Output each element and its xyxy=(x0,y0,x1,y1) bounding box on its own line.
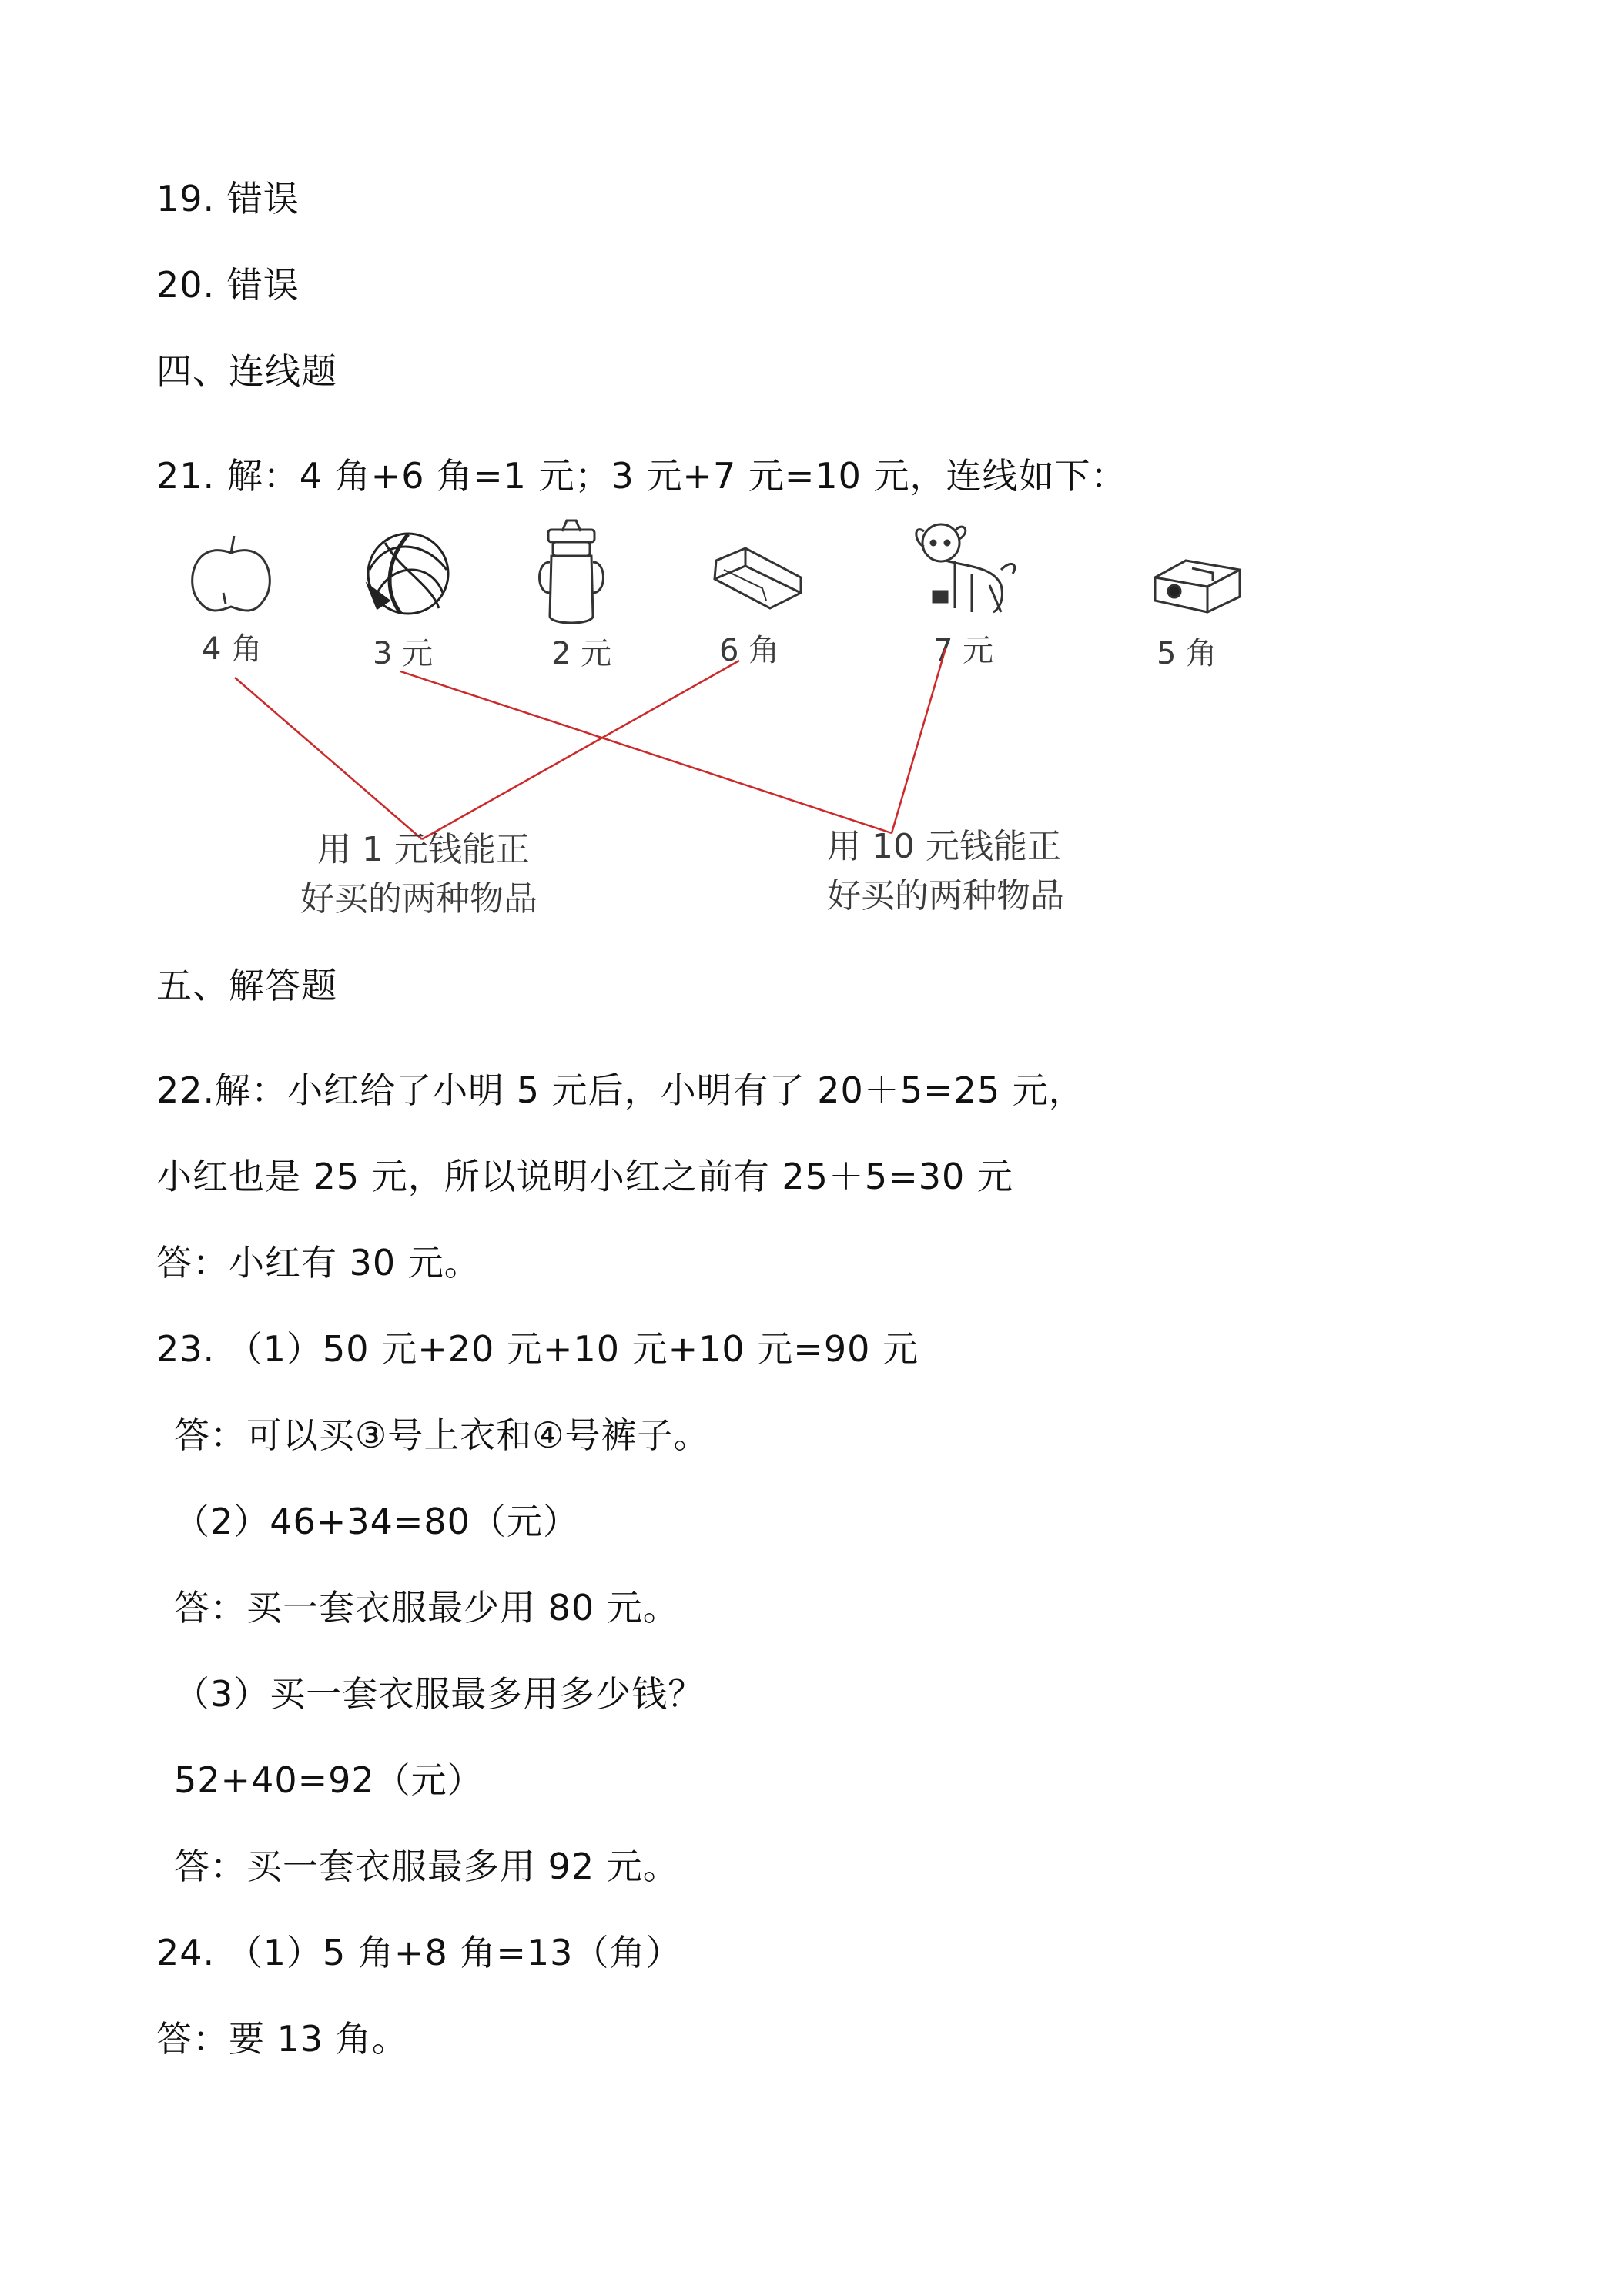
target-box2-line2: 好买的两种物品 xyxy=(827,876,1064,915)
answer-23-line6: 52+40=92（元） xyxy=(174,1759,484,1801)
eraser-icon xyxy=(715,548,801,608)
answer-23-line1: 23. （1）50 元+20 元+10 元+10 元=90 元 xyxy=(156,1328,919,1370)
price-label-sharpener: 5 角 xyxy=(1157,636,1217,671)
answer-22-line1: 22.解：小红给了小明 5 元后，小明有了 20＋5=25 元， xyxy=(156,1069,1085,1111)
answer-23-line2: 答：可以买③号上衣和④号裤子。 xyxy=(174,1414,710,1456)
price-label-dog: 7 元 xyxy=(933,633,994,668)
sharpener-icon xyxy=(1155,561,1240,612)
target-box1-line1: 用 1 元钱能正 xyxy=(317,830,530,869)
answer-23-line7: 答：买一套衣服最多用 92 元。 xyxy=(174,1846,679,1887)
price-label-ball: 3 元 xyxy=(373,636,434,671)
cup-icon xyxy=(540,520,604,623)
line-dog-to-box2 xyxy=(892,648,946,833)
matching-figure xyxy=(0,0,1624,947)
answer-23-line3: （2）46+34=80（元） xyxy=(174,1501,579,1542)
answer-24-line1: 24. （1）5 角+8 角=13（角） xyxy=(156,1932,682,1973)
answer-23-line5: （3）买一套衣服最多用多少钱？ xyxy=(174,1673,705,1715)
answer-23-line4: 答：买一套衣服最少用 80 元。 xyxy=(174,1587,679,1628)
price-label-cup: 2 元 xyxy=(551,636,612,671)
ball-icon xyxy=(368,534,448,614)
answer-19: 19. 错误 xyxy=(156,178,300,219)
answer-20: 20. 错误 xyxy=(156,264,300,306)
price-label-eraser: 6 角 xyxy=(719,633,780,668)
answer-21: 21. 解：4 角+6 角=1 元；3 元+7 元=10 元，连线如下： xyxy=(156,455,1127,497)
target-box1-line2: 好买的两种物品 xyxy=(300,879,537,919)
answer-22-line2: 小红也是 25 元，所以说明小红之前有 25＋5=30 元 xyxy=(156,1156,1013,1197)
toy-dog-icon xyxy=(916,524,1015,612)
answer-24-line2: 答：要 13 角。 xyxy=(156,2018,408,2060)
price-label-apple: 4 角 xyxy=(202,631,263,667)
answer-22-line3: 答：小红有 30 元。 xyxy=(156,1242,481,1284)
target-box2-line1: 用 10 元钱能正 xyxy=(827,827,1061,866)
line-eraser-to-box1 xyxy=(422,661,739,839)
connection-lines xyxy=(235,648,946,839)
section-heading-matching: 四、连线题 xyxy=(156,350,337,392)
line-apple-to-box1 xyxy=(235,678,422,839)
apple-icon xyxy=(193,536,270,611)
section-heading-solutions: 五、解答题 xyxy=(156,965,337,1006)
